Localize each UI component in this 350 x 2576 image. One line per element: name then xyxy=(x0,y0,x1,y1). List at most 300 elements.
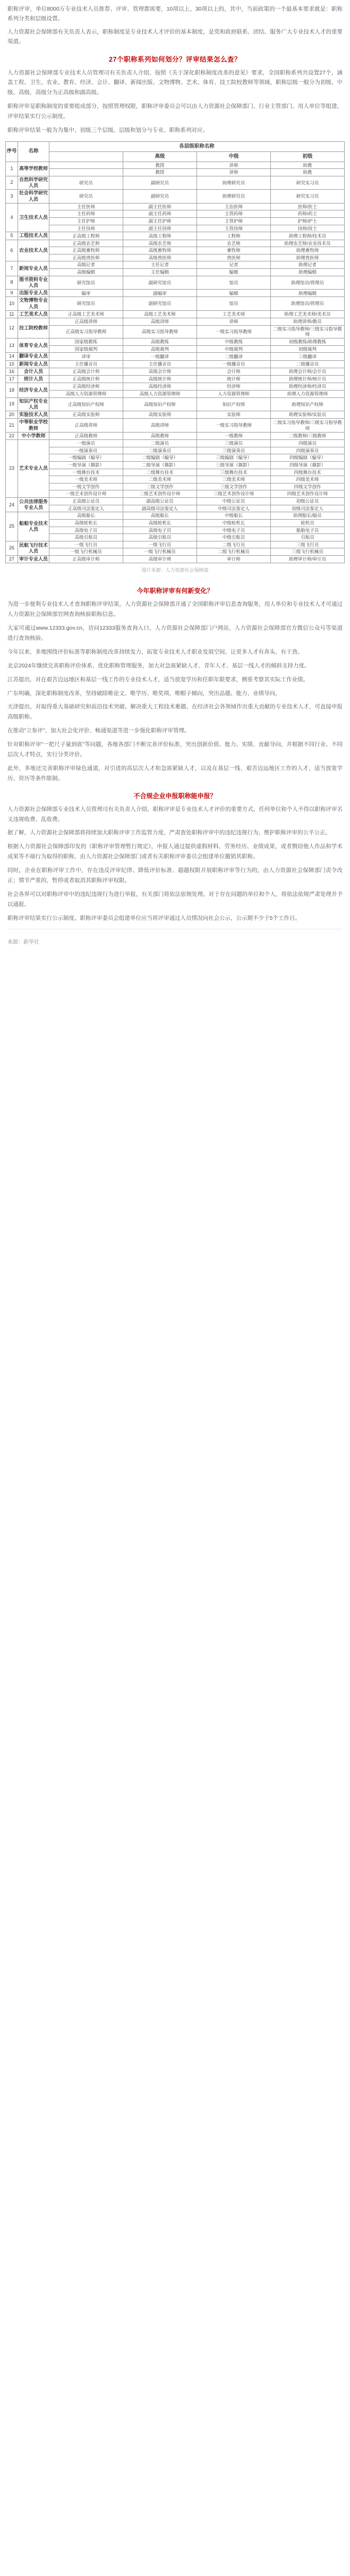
cell-no: 27 xyxy=(6,556,18,563)
cell-low: 三级翻译 xyxy=(271,353,345,360)
cell-sub: 研究员 xyxy=(49,190,123,204)
cell-mid: 编辑 xyxy=(197,290,271,297)
cell-series-name: 船舶专业技术人员 xyxy=(18,512,49,541)
cell-sub: 正高级教师 xyxy=(49,432,123,439)
cell-no: 1 xyxy=(6,162,18,176)
cell-low: 助理编辑 xyxy=(271,290,345,297)
cell-mid: 助理研究员 xyxy=(197,176,271,190)
cell-sub: 正高级工程师 xyxy=(49,232,123,240)
cell-sub: 正高级讲师 xyxy=(49,318,123,326)
cell-series-name: 会计人员 xyxy=(18,368,49,375)
cell-low: 船舶电子员 xyxy=(271,527,345,534)
table-row xyxy=(6,376,345,383)
table-row xyxy=(6,383,345,391)
section-paragraph: 同时，企业在职称评审工作中，存在违反评审纪律、降低评价标准、超越权限开展职称评审等行为的，由人力资源社会保障部门责令改正；情节严重的，暂停或者取消其职称评审权限。 xyxy=(7,867,343,884)
cell-no: 10 xyxy=(6,297,18,311)
cell-low: 二级实习指导教师/三级实习指导教师 xyxy=(271,419,345,433)
cell-no: 24 xyxy=(6,498,18,512)
source-footer: 来源：新华社 xyxy=(7,939,39,945)
cell-high: 高级讲师 xyxy=(123,318,197,326)
cell-no: 25 xyxy=(6,512,18,541)
section-body xyxy=(0,599,350,783)
cell-sub: 正高级经济师 xyxy=(49,383,123,391)
table-head xyxy=(6,141,345,162)
cell-sub xyxy=(49,169,123,176)
cell-mid: 中级轮机长 xyxy=(197,519,271,527)
cell-high: 高级经济师 xyxy=(123,383,197,391)
cell-series-name: 中等职业学校教师 xyxy=(18,419,49,433)
cell-mid: 统计师 xyxy=(197,376,271,383)
cell-mid: 三级艺术创作设计师 xyxy=(197,490,271,498)
table-row xyxy=(6,318,345,326)
cell-mid: 主管技师 xyxy=(197,225,271,232)
cell-low: 初级司法鉴定人 xyxy=(271,505,345,512)
cell-low: 三级飞行机械员 xyxy=(271,548,345,556)
th-no: 序号 xyxy=(6,141,18,162)
cell-mid: 二级飞行机械员 xyxy=(197,548,271,556)
section-paragraph: 根据人力资源社会保障部印发的《职称评审管理暂行规定》，申报人通过提供虚假材料、劳务经历、业绩成果，或者剽窃他人作品和学术成果等不端行为取得的职称，由人力资源社会保障部门或者有关职称评审委员会组建单位撤销其职称。 xyxy=(7,843,343,860)
cell-low: 技师/技士 xyxy=(271,225,345,232)
cell-low: 四级舞台技术 xyxy=(271,469,345,476)
table-row xyxy=(6,162,345,169)
cell-sub: 高级船长 xyxy=(49,512,123,520)
cell-mid: 一级教师 xyxy=(197,432,271,439)
cell-no: 8 xyxy=(6,276,18,290)
cell-high: 高级兽医师 xyxy=(123,254,197,261)
cell-sub: 正高级农艺师 xyxy=(49,240,123,247)
cell-mid: 人力资源管理师 xyxy=(197,390,271,397)
cell-sub: 研究馆员 xyxy=(49,297,123,311)
cell-low: 助理馆员/管理员 xyxy=(271,276,345,290)
table-row xyxy=(6,261,345,269)
cell-mid: 讲师 xyxy=(197,318,271,326)
table-row xyxy=(6,360,345,368)
cell-high: 高级教练 xyxy=(123,338,197,346)
cell-high: 高级讲师 xyxy=(123,419,197,433)
cell-low: 药师/药士 xyxy=(271,210,345,218)
section-paragraph: 此外，多地还完善职称评审绿色通道，对引进的高层次人才和急需紧缺人才，以及在基层一线、艰苦边远地区工作的人才，适当放宽学历、资历等条件限制。 xyxy=(7,765,343,782)
table-row xyxy=(6,210,345,218)
cell-low: 助理统计师/统计员 xyxy=(271,376,345,383)
cell-low: 研究实习员 xyxy=(271,190,345,204)
cell-mid: 助理研究员 xyxy=(197,190,271,204)
cell-sub: 主任护师 xyxy=(49,218,123,225)
cell-high: 一级翻译 xyxy=(123,353,197,360)
cell-series-name: 实验技术人员 xyxy=(18,411,49,419)
cell-series-name: 艺术专业人员 xyxy=(18,440,49,498)
cell-low: 助理审计师/审计员 xyxy=(271,556,345,563)
table-row xyxy=(6,447,345,454)
cell-low: 助理讲师/教员 xyxy=(271,318,345,326)
cell-no: 18 xyxy=(6,383,18,397)
cell-low: 助理兽医师 xyxy=(271,254,345,261)
cell-sub: 一级美术师 xyxy=(49,476,123,484)
cell-series-name: 技工院校教师 xyxy=(18,318,49,338)
cell-mid: 馆员 xyxy=(197,297,271,311)
cell-mid: 中级船长 xyxy=(197,512,271,520)
table-row xyxy=(6,527,345,534)
image-caption: 图片来源：人力资源社会保障部 xyxy=(141,567,209,573)
cell-high: 主任编辑 xyxy=(123,269,197,276)
cell-mid: 中级裁判 xyxy=(197,345,271,353)
cell-mid: 三级舞台技术 xyxy=(197,469,271,476)
cell-low: 研究实习员 xyxy=(271,176,345,190)
th-mid: 中级 xyxy=(197,151,271,162)
series-table-wrap xyxy=(0,139,350,564)
cell-high: 副研究馆员 xyxy=(123,297,197,311)
cell-high: 高级船长 xyxy=(123,512,197,520)
cell-sub: 正高级统计师 xyxy=(49,376,123,383)
cell-mid: 三级美术师 xyxy=(197,476,271,484)
cell-no: 17 xyxy=(6,376,18,383)
cell-high: 高级实验师 xyxy=(123,411,197,419)
cell-low: 四级艺术创作设计师 xyxy=(271,490,345,498)
table-row xyxy=(6,290,345,297)
cell-low: 四级美术师 xyxy=(271,476,345,484)
cell-high: 高级农艺师 xyxy=(123,240,197,247)
table-row xyxy=(6,232,345,240)
cell-sub: 研究员 xyxy=(49,176,123,190)
cell-sub: 一级舞台技术 xyxy=(49,469,123,476)
cell-high: 二级演奏员 xyxy=(123,447,197,454)
cell-high: 教授 xyxy=(123,169,197,176)
th-name: 名称 xyxy=(18,141,49,162)
cell-mid: 主管药师 xyxy=(197,210,271,218)
cell-series-name: 翻译专业人员 xyxy=(18,353,49,360)
th-group: 各层级职称名称 xyxy=(49,141,345,151)
cell-sub: 高级轮机长 xyxy=(49,519,123,527)
table-row xyxy=(6,368,345,375)
cell-high: 二级导演（摄影） xyxy=(123,461,197,469)
cell-mid: 讲师 xyxy=(197,162,271,169)
cell-mid: 审计师 xyxy=(197,556,271,563)
cell-low: 助理工艺美术师/美术员 xyxy=(271,310,345,318)
cell-low: 助理知识产权师 xyxy=(271,397,345,411)
cell-low: 助理农艺师/农业技术员 xyxy=(271,240,345,247)
cell-no: 26 xyxy=(6,541,18,555)
cell-no: 9 xyxy=(6,290,18,297)
section-paragraph: 为进一步便利专业技术人才查询职称评审结果，人力资源社会保障部开通了全国职称评审信息查询服务，用人单位和专业技术人才可通过人力资源社会保障部官网查询核验职称信息。 xyxy=(7,601,343,618)
cell-no: 5 xyxy=(6,232,18,240)
cell-sub: 正高级公证员 xyxy=(49,498,123,505)
cell-sub: 译审 xyxy=(49,353,123,360)
table-row xyxy=(6,297,345,311)
cell-low: 四级演奏员 xyxy=(271,447,345,454)
section-paragraph: 北京2024年继续完善职称评价体系，优化职称管理服务，加大对急需紧缺人才、青年人才、基层一线人才的倾斜支持力度。 xyxy=(7,662,310,669)
section-paragraph: 大家可通过www.12333.gov.cn，访问12333服务查询入口，人力资源社会保障部门户网站，人力资源社会保障部官方微信公众号等渠道进行查询核验。 xyxy=(7,625,343,642)
cell-sub: 正高级实习指导教师 xyxy=(49,325,123,338)
th-high: 高级 xyxy=(123,151,197,162)
cell-series-name: 农业技术人员 xyxy=(18,240,49,261)
cell-sub: 正高级实验师 xyxy=(49,411,123,419)
cell-series-name: 卫生技术人员 xyxy=(18,203,49,232)
cell-mid: 中级司法鉴定人 xyxy=(197,505,271,512)
cell-high: 副主任药师 xyxy=(123,210,197,218)
cell-sub: 高级电子员 xyxy=(49,527,123,534)
cell-sub: 高级引航员 xyxy=(49,534,123,541)
cell-low: 护师/护士 xyxy=(271,218,345,225)
cell-series-name: 工程技术人员 xyxy=(18,232,49,240)
cell-sub: 正高级兽医师 xyxy=(49,254,123,261)
cell-no: 14 xyxy=(6,353,18,360)
cell-low: 四级编剧（编导） xyxy=(271,454,345,462)
cell-series-name: 统计人员 xyxy=(18,376,49,383)
table-row xyxy=(6,225,345,232)
cell-low: 轮机员 xyxy=(271,519,345,527)
cell-high: 高级实习指导教师 xyxy=(123,325,197,338)
cell-high: 一级飞行员 xyxy=(123,541,197,548)
cell-no: 23 xyxy=(6,440,18,498)
cell-low: 初级教练/助理教练 xyxy=(271,338,345,346)
cell-series-name: 新闻专业人员 xyxy=(18,261,49,276)
cell-sub: 正高级讲师 xyxy=(49,419,123,433)
table-row xyxy=(6,476,345,484)
cell-series-name: 图书资料专业人员 xyxy=(18,276,49,290)
table-row xyxy=(6,254,345,261)
section-paragraph: 今年以来，多地围绕评价标准等职称制度改革持续发力，拓宽专业技术人才职业发展空间，让更多人才有奔头、有干劲。 xyxy=(7,648,303,655)
table-row xyxy=(6,338,345,346)
cell-no: 16 xyxy=(6,368,18,375)
cell-sub: 一级编剧（编导） xyxy=(49,454,123,462)
table-row xyxy=(6,397,345,411)
cell-high: 二级舞台技术 xyxy=(123,469,197,476)
table-row xyxy=(6,218,345,225)
cell-low: 助理编辑 xyxy=(271,269,345,276)
table-row xyxy=(6,534,345,541)
cell-high: 高级工程师 xyxy=(123,232,197,240)
section-paragraph: 天津提出，对取得重大基础研究和前沿技术突破、解决重大工程技术难题、在经济社会各领域作出重大贡献的专业技术人才，可直接申报高级职称。 xyxy=(7,704,343,721)
cell-mid: 三级演员 xyxy=(197,440,271,447)
cell-sub: 一级演奏员 xyxy=(49,447,123,454)
section-heading: 不合规企业申报职称能申报？ xyxy=(133,792,217,800)
section-paragraph: 人力资源社会保障部专业技术人员管理司有关负责人介绍，职称评审是专业技术人才评价的重要方式，任何单位和个人不得以职称评审名义违规收费、乱收费。 xyxy=(7,806,343,823)
body-paragraph-1: 人力资源社会保障部专业技术人员管理司有关负责人介绍，按照《关于深化职称制度改革的意见》要求，全国职称系列共设置27个，涵盖工程、卫生、农业、教育、经济、会计、翻译、新闻出版、文物博物、艺术、体育、技工院校教师等领域，职称层级一般分为初级、中级、高级，高级分为正高级和副高级。 xyxy=(7,69,343,96)
cell-mid: 中级公证员 xyxy=(197,498,271,505)
cell-sub: 国家级教练 xyxy=(49,338,123,346)
cell-high: 二级演员 xyxy=(123,440,197,447)
cell-mid: 知识产权师 xyxy=(197,397,271,411)
cell-sub: 主任播音员 xyxy=(49,360,123,368)
cell-high: 高级审计师 xyxy=(123,556,197,563)
cell-mid: 馆员 xyxy=(197,276,271,290)
cell-series-name: 体育专业人员 xyxy=(18,338,49,353)
cell-high: 高级人力资源管理师 xyxy=(123,390,197,397)
cell-no: 20 xyxy=(6,411,18,419)
cell-sub: 一级飞行员 xyxy=(49,541,123,548)
cell-sub: 主任药师 xyxy=(49,210,123,218)
cell-high: 副编审 xyxy=(123,290,197,297)
section-paragraph: 职称评审结果实行公示制度。职称评审委员会组建单位应当将评审通过人员情况向社会公示，公示期不少于5个工作日。 xyxy=(7,914,301,921)
th-sub xyxy=(49,151,123,162)
cell-sub: 一级文学创作 xyxy=(49,483,123,490)
cell-sub: 高级记者 xyxy=(49,261,123,269)
table-row xyxy=(6,461,345,469)
cell-mid: 二级飞行员 xyxy=(197,541,271,548)
table-row xyxy=(6,519,345,527)
table-row xyxy=(6,541,345,548)
cell-mid: 三级演奏员 xyxy=(197,447,271,454)
table-row xyxy=(6,276,345,290)
cell-sub: 高级人力资源管理师 xyxy=(49,390,123,397)
cell-mid: 工程师 xyxy=(197,232,271,240)
cell-sub xyxy=(49,162,123,169)
cell-low: 助理人力资源管理师 xyxy=(271,390,345,397)
cell-low: 四级文学创作 xyxy=(271,483,345,490)
cell-sub: 主任技师 xyxy=(49,225,123,232)
table-row xyxy=(6,548,345,556)
cell-high: 高级工艺美术师 xyxy=(123,310,197,318)
table-body xyxy=(6,162,345,563)
cell-high: 教授 xyxy=(123,162,197,169)
cell-high: 主任播音员 xyxy=(123,360,197,368)
cell-series-name: 新闻专业人员 xyxy=(18,360,49,368)
cell-mid: 工艺美术师 xyxy=(197,310,271,318)
body-paragraph-3: 职称评审结果一般为为集中、初级三个层级，层级和划分与专业、职称系列对应。 xyxy=(7,126,208,133)
cell-series-name: 文物博物专业人员 xyxy=(18,297,49,311)
cell-mid: 会计师 xyxy=(197,368,271,375)
cell-high: 高级引航员 xyxy=(123,534,197,541)
cell-low: 四级演员 xyxy=(271,440,345,447)
cell-sub: 主任医师 xyxy=(49,203,123,210)
cell-low: 医师/医士 xyxy=(271,203,345,210)
cell-no: 6 xyxy=(6,240,18,261)
cell-mid: 中级引航员 xyxy=(197,534,271,541)
section-paragraph: 江苏提出，对在艰苦边远地区和基层一线工作的专业技术人才，适当放宽学历和任职年限要求，侧重考察其实际工作业绩。 xyxy=(7,676,309,683)
cell-series-name: 社会科学研究人员 xyxy=(18,190,49,204)
table-row xyxy=(6,454,345,462)
cell-mid: 中级电子员 xyxy=(197,527,271,534)
body-block xyxy=(0,68,350,135)
cell-mid: 一级实习指导教师 xyxy=(197,325,271,338)
table-row xyxy=(6,505,345,512)
cell-mid: 三级导演（摄影） xyxy=(197,461,271,469)
cell-low: 助理实验师/实验员 xyxy=(271,411,345,419)
table-row xyxy=(6,512,345,520)
table-row xyxy=(6,345,345,353)
intro-block xyxy=(0,0,350,51)
body-paragraph-2: 职称评审是职称制度的重要组成部分，按照管理权限，职称评审委员会可以由人力资源社会保障部门、行业主管部门、用人单位等组建，评审结果实行公示制度。 xyxy=(7,103,343,120)
cell-low: 助教 xyxy=(271,169,345,176)
cell-no: 12 xyxy=(6,318,18,338)
cell-high: 高级会计师 xyxy=(123,368,197,375)
cell-sub: 正高级工艺美术师 xyxy=(49,310,123,318)
cell-sub: 正高级审计师 xyxy=(49,556,123,563)
cell-low: 助理工程师/技术员 xyxy=(271,232,345,240)
cell-mid: 畜牧师 xyxy=(197,247,271,255)
cell-no: 19 xyxy=(6,397,18,411)
cell-high: 二级美术师 xyxy=(123,476,197,484)
cell-low: 引航员 xyxy=(271,534,345,541)
cell-no: 13 xyxy=(6,338,18,353)
cell-series-name: 高等学校教师 xyxy=(18,162,49,176)
table-row xyxy=(6,469,345,476)
cell-no: 15 xyxy=(6,360,18,368)
table-row xyxy=(6,498,345,505)
cell-sub: 正高级会计师 xyxy=(49,368,123,375)
cell-high: 一级飞行机械员 xyxy=(123,548,197,556)
cell-mid: 讲师 xyxy=(197,169,271,176)
section-paragraph: 在推动"立参评"、加大社会化评价、畅通渠道等进一步强化职称评审管理。 xyxy=(7,727,190,734)
table-row xyxy=(6,390,345,397)
section-paragraph: 广东明确，深化职称制度改革，坚持破除唯论文、唯学历、唯奖项、唯帽子倾向，突出品德、能力、业绩导向。 xyxy=(7,690,281,697)
cell-mid: 一级实习指导教师 xyxy=(197,419,271,433)
cell-high: 副高级公证员 xyxy=(123,498,197,505)
table-row xyxy=(6,310,345,318)
cell-sub: 研究馆员 xyxy=(49,276,123,290)
cell-high: 副研究员 xyxy=(123,176,197,190)
cell-high: 主任记者 xyxy=(123,261,197,269)
table-row xyxy=(6,176,345,190)
cell-no: 3 xyxy=(6,190,18,204)
table-row xyxy=(6,440,345,447)
cell-sub: 编审 xyxy=(49,290,123,297)
cell-sub: 一级演员 xyxy=(49,440,123,447)
cell-sub: 正高级司法鉴定人 xyxy=(49,505,123,512)
cell-sub: 国家级裁判 xyxy=(49,345,123,353)
cell-mid: 三级编剧（编导） xyxy=(197,454,271,462)
cell-sub: 正高级知识产权师 xyxy=(49,397,123,411)
cell-high: 高级电子员 xyxy=(123,527,197,534)
cell-high: 副高级司法鉴定人 xyxy=(123,505,197,512)
cell-series-name: 中小学教师 xyxy=(18,432,49,439)
cell-mid: 二级翻译 xyxy=(197,353,271,360)
table-row xyxy=(6,203,345,210)
cell-series-name: 审计专业人员 xyxy=(18,556,49,563)
table-row xyxy=(6,490,345,498)
cell-low: 初级裁判 xyxy=(271,345,345,353)
table-row xyxy=(6,240,345,247)
cell-low: 三级飞行员 xyxy=(271,541,345,548)
cell-sub: 高级编辑 xyxy=(49,269,123,276)
cell-high: 二级文学创作 xyxy=(123,483,197,490)
cell-mid: 编辑 xyxy=(197,269,271,276)
table-row xyxy=(6,419,345,433)
cell-high: 副研究员 xyxy=(123,190,197,204)
cell-high: 副主任护师 xyxy=(123,218,197,225)
cell-mid: 中级教练 xyxy=(197,338,271,346)
cell-low: 助理馆员/管理员 xyxy=(271,297,345,311)
cell-high: 高级统计师 xyxy=(123,376,197,383)
cell-series-name: 经济专业人员 xyxy=(18,383,49,397)
section-body xyxy=(0,804,350,923)
cell-no: 11 xyxy=(6,310,18,318)
cell-series-name: 出版专业人员 xyxy=(18,290,49,297)
cell-low: 二级教师/三级教师 xyxy=(271,432,345,439)
table-row xyxy=(6,247,345,255)
cell-low: 助教 xyxy=(271,162,345,169)
cell-high: 二级艺术创作设计师 xyxy=(123,490,197,498)
cell-sub: 正高级畜牧师 xyxy=(49,247,123,255)
cell-mid: 主治医师 xyxy=(197,203,271,210)
cell-sub: 一级艺术创作设计师 xyxy=(49,490,123,498)
cell-series-name: 自然科学研究人员 xyxy=(18,176,49,190)
cell-high: 二级编剧（编导） xyxy=(123,454,197,462)
table-row xyxy=(6,169,345,176)
cell-low: 助理畜牧师 xyxy=(271,247,345,255)
cell-low: 助理会计师/会计员 xyxy=(271,368,345,375)
cell-high: 高级裁判 xyxy=(123,345,197,353)
cell-no: 4 xyxy=(6,203,18,232)
table-row xyxy=(6,190,345,204)
table-row xyxy=(6,556,345,563)
cell-low: 二级实习指导教师/三级实习指导教师 xyxy=(271,325,345,338)
cell-low: 助理船长/船员 xyxy=(271,512,345,520)
cell-high: 高级教师 xyxy=(123,432,197,439)
cell-no: 22 xyxy=(6,432,18,439)
cell-low: 初级公证员 xyxy=(271,498,345,505)
cell-no: 7 xyxy=(6,261,18,276)
table-row xyxy=(6,483,345,490)
